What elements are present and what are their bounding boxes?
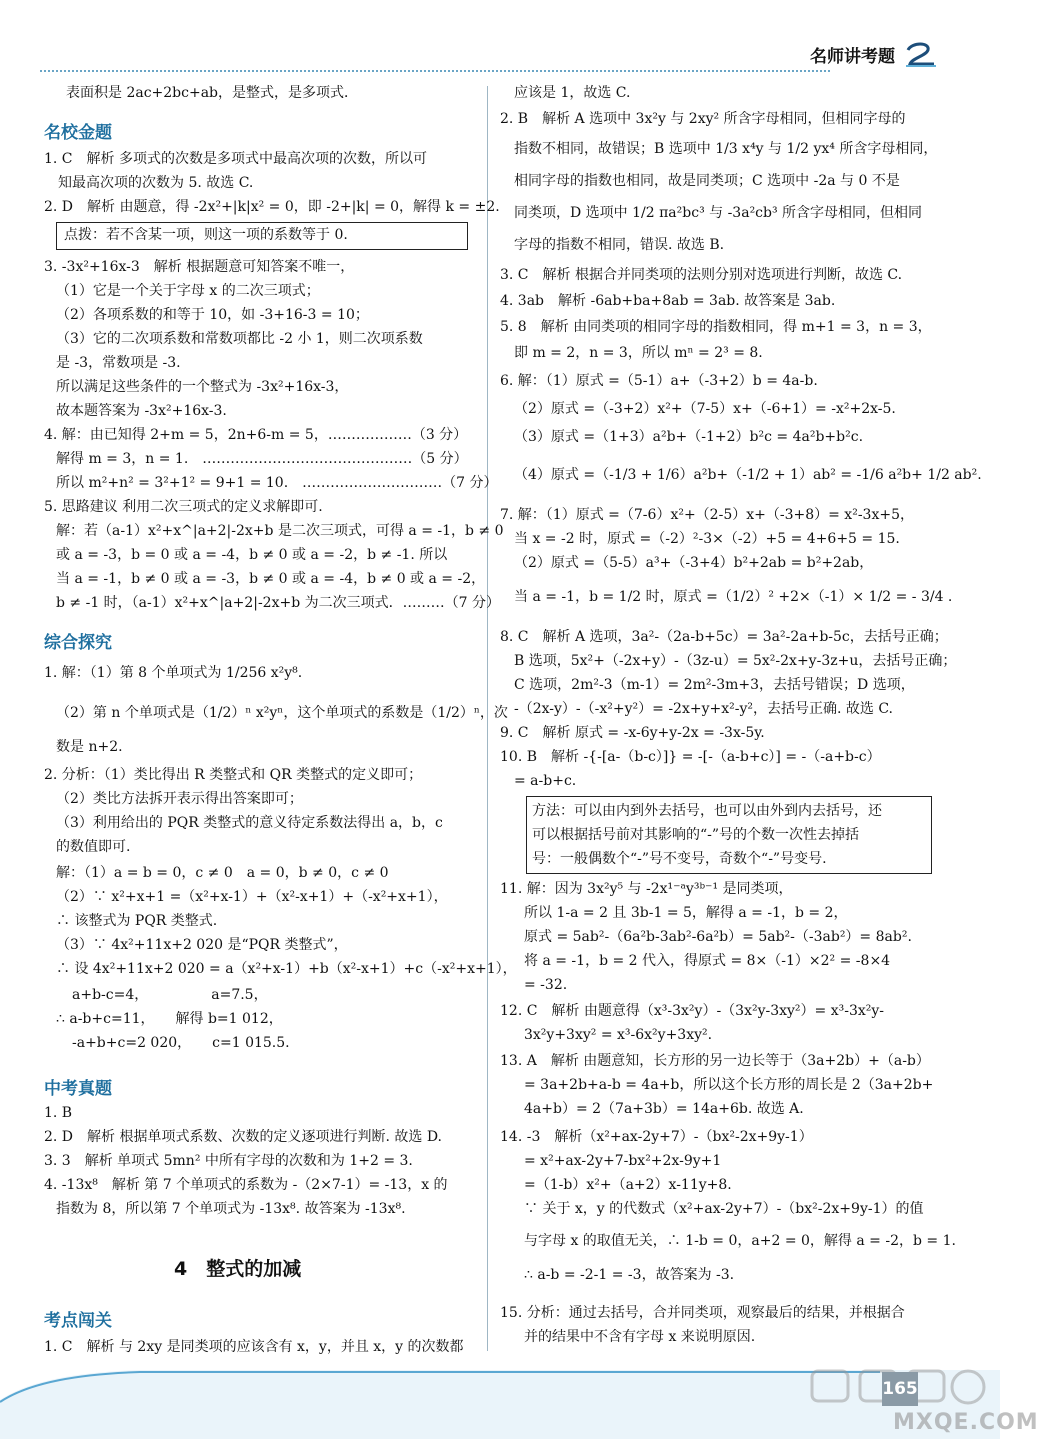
text-line: ∴ 该整式为 PQR 类整式. — [56, 913, 218, 929]
swirl-logo-icon — [904, 40, 938, 68]
text-line: （1）它是一个关于字母 x 的二次三项式； — [56, 283, 320, 299]
text-line: 字母的指数不相同，错误. 故选 B. — [514, 237, 725, 253]
text-line: 指数不相同，故错误；B 选项中 1/3 x⁴y 与 1/2 yx⁴ 所含字母相同， — [514, 141, 938, 157]
text-line: （2）各项系数的和等于 10，如 -3+16-3 = 10； — [56, 307, 369, 323]
text-line: （2）类比方法拆开表示得出答案即可； — [56, 791, 303, 807]
text-line: 15. 分析：通过去括号，合并同类项，观察最后的结果，并根据合 — [500, 1305, 905, 1321]
text-line: 4. -13x⁸ 解析 第 7 个单项式的系数为 -（2×7-1）= -13，x 的 — [44, 1177, 448, 1193]
text-line: 数是 n+2. — [56, 739, 123, 755]
text-line: ∴ 设 4x²+11x+2 020 = a（x²+x-1）+b（x²-x+1）+c（-x²+x+1）， — [56, 961, 517, 977]
text-line: ∵ 关于 x，y 的代数式（x²+ax-2y+7）-（bx²-2x+9y-1）的值 — [524, 1201, 924, 1217]
text-line: （2）原式 =（5-5）a³+（-3+4）b²+2ab = b²+2ab， — [514, 555, 874, 571]
text-line: （3）∵ 4x²+11x+2 020 是“PQR 类整式”， — [56, 937, 348, 953]
text-line: （3）利用给出的 PQR 类整式的意义待定系数法得出 a，b，c — [56, 815, 443, 831]
text-line: 1. B — [44, 1105, 73, 1121]
text-line: 的数值即可. — [56, 839, 131, 855]
series-title: 名师讲考题 — [810, 47, 895, 67]
text-line: = 3a+2b+a-b = 4a+b，所以这个长方形的周长是 2（3a+2b+ — [524, 1077, 934, 1093]
text-line: 指数为 8，所以第 7 个单项式为 -13x⁸. 故答案为 -13x⁸. — [56, 1201, 406, 1217]
text-line: 解：若（a-1）x²+x^|a+2|-2x+b 是二次三项式，可得 a = -1，b ≠ 0 — [56, 523, 504, 539]
text-line: 11. 解：因为 3x²y⁵ 与 -2x¹⁻ᵃy³ᵇ⁻¹ 是同类项， — [500, 881, 793, 897]
text-line: 知最高次项的次数为 5. 故选 C. — [58, 175, 254, 191]
text-line: 应该是 1，故选 C. — [514, 85, 631, 101]
text-line: = -32. — [524, 977, 568, 993]
text-line: 当 x = -2 时，原式 =（-2）²-3×（-2）+5 = 4+6+5 = 15. — [514, 531, 900, 547]
text-line: 故本题答案为 -3x²+16x-3. — [56, 403, 227, 419]
text-line: 3. -3x²+16x-3 解析 根据题意可知答案不唯一， — [44, 259, 355, 275]
text-line: 当 a = -1，b = 1/2 时，原式 =（1/2）² +2×（-1）× 1/2 = - 3/4 . — [514, 589, 953, 605]
text-line: 13. A 解析 由题意知，长方形的另一边长等于（3a+2b）+（a-b） — [500, 1053, 930, 1069]
text-line: 所以 1-a = 2 且 3b-1 = 5，解得 a = -1，b = 2， — [524, 905, 848, 921]
text-line: -（2x-y）-（-x²+y²）= -2x+y+x²-y²，去括号正确. 故选 C. — [514, 701, 894, 717]
watermark-text: MXQE.COM — [893, 1410, 1039, 1435]
text-line: 2. D 解析 根据单项式系数、次数的定义逐项进行判断. 故选 D. — [44, 1129, 443, 1145]
page-number: 165 — [882, 1372, 918, 1406]
section-title-mingxiao: 名校金题 — [44, 123, 112, 143]
system-row: a+b-c=4， a=7.5， — [72, 987, 268, 1003]
text-line: 3x²y+3xy² = x³-6x²y+3xy². — [524, 1027, 713, 1043]
text-line: 2. B 解析 A 选项中 3x²y 与 2xy² 所含字母相同，但相同字母的 — [500, 111, 906, 127]
text-line: 即 m = 2，n = 3，所以 mⁿ = 2³ = 8. — [514, 345, 763, 361]
text-line: 4. 3ab 解析 -6ab+ba+8ab = 3ab. 故答案是 3ab. — [500, 293, 836, 309]
text-line: B 选项，5x²+（-2x+y）-（3z-u）= 5x²-2x+y-3z+u，去括号正确； — [514, 653, 957, 669]
section-title-kaodian: 考点闯关 — [44, 1311, 112, 1331]
text-line: 9. C 解析 原式 = -x-6y+y-2x = -3x-5y. — [500, 725, 765, 741]
text-line: 2. 分析：（1）类比得出 R 类整式和 QR 类整式的定义即可； — [44, 767, 423, 783]
text-line: 或 a = -3，b = 0 或 a = -4，b ≠ 0 或 a = -2，b ≠ -1. 所以 — [56, 547, 448, 563]
text-line: =（1-b）x²+（a+2）x-11y+8. — [524, 1177, 732, 1193]
text-line: 同类项，D 选项中 1/2 πa²bc³ 与 -3a²cb³ 所含字母相同，但相同 — [514, 205, 923, 221]
text-line: （2）第 n 个单项式是（1/2）ⁿ x²yⁿ，这个单项式的系数是（1/2）ⁿ，次 — [56, 705, 508, 721]
text-line: 并的结果中不含有字母 x 来说明原因. — [524, 1329, 756, 1345]
text-line: 表面积是 2ac+2bc+ab，是整式，是多项式． — [66, 85, 359, 101]
text-line: （2）原式 =（-3+2）x²+（7-5）x+（-6+1）= -x²+2x-5. — [514, 401, 896, 417]
text-line: 解：（1）a = b = 0，c ≠ 0 a = 0，b ≠ 0，c ≠ 0 — [56, 865, 389, 881]
method-text: 方法：可以由内到外去括号，也可以由外到内去括号，还 — [532, 803, 882, 819]
text-line: 8. C 解析 A 选项，3a²-（2a-b+5c）= 3a²-2a+b-5c，去括号正确； — [500, 629, 948, 645]
text-line: 5. 8 解析 由同类项的相同字母的指数相同，得 m+1 = 3，n = 3， — [500, 319, 932, 335]
text-line: 3. 3 解析 单项式 5mn² 中所有字母的次数和为 1+2 = 3. — [44, 1153, 413, 1169]
text-line: 10. B 解析 -{-[a-（b-c）]} = -[-（a-b+c）] = -（-a+b-c） — [500, 749, 881, 765]
section-title-zhongkao: 中考真题 — [44, 1079, 112, 1099]
text-line: C 选项，2m²-3（m-1）= 2m²-3m+3，去括号错误；D 选项， — [514, 677, 915, 693]
text-line: （3）原式 =（1+3）a²b+（-1+2）b²c = 4a²b+b²c. — [514, 429, 864, 445]
text-line: = a-b+c. — [514, 773, 577, 789]
system-row: -a+b+c=2 020， c=1 015.5. — [72, 1035, 290, 1051]
method-text: 号：一般偶数个“-”号不变号，奇数个“-”号变号. — [532, 851, 827, 867]
text-line: 解得 m = 3，n = 1. ………………………………………（5 分） — [56, 451, 468, 467]
text-line: 当 a = -1，b ≠ 0 或 a = -3，b ≠ 0 或 a = -4，b ≠ 0 或 a = -2， — [56, 571, 486, 587]
text-line: 是 -3，常数项是 -3. — [56, 355, 181, 371]
chapter-title: 4 整式的加减 — [174, 1258, 302, 1280]
method-text: 可以根据括号前对其影响的“-”号的个数一次性去掉括 — [532, 827, 860, 843]
section-title-zonghe: 综合探究 — [44, 633, 112, 653]
text-line: （2）∵ x²+x+1 =（x²+x-1）+（x²-x+1）+（-x²+x+1）， — [56, 889, 448, 905]
system-row: ∴ a-b+c=11， 解得 b=1 012， — [56, 1011, 283, 1027]
text-line: 1. C 解析 多项式的次数是多项式中最高次项的次数，所以可 — [44, 151, 427, 167]
page-header — [0, 0, 1000, 78]
text-line: b ≠ -1 时，（a-1）x²+x^|a+2|-2x+b 为二次三项式．………（7 分） — [56, 595, 500, 611]
text-line: 5. 思路建议 利用二次三项式的定义求解即可. — [44, 499, 323, 515]
text-line: 4a+b）= 2（7a+3b）= 14a+6b. 故选 A. — [524, 1101, 804, 1117]
text-line: 6. 解：（1）原式 =（5-1）a+（-3+2）b = 4a-b. — [500, 373, 818, 389]
text-line: 原式 = 5ab²-（6a²b-3ab²-6a²b）= 5ab²-（-3ab²）= 8ab². — [524, 929, 912, 945]
text-line: 1. C 解析 与 2xy 是同类项的应该含有 x，y，并且 x，y 的次数都 — [44, 1339, 464, 1355]
text-line: 将 a = -1，b = 2 代入，得原式 = 8×（-1）×2² = -8×4 — [524, 953, 891, 969]
text-line: ∴ a-b = -2-1 = -3，故答案为 -3. — [524, 1267, 735, 1283]
tip-text: 点拨：若不含某一项，则这一项的系数等于 0. — [64, 227, 348, 243]
text-line: 4. 解：由已知得 2+m = 5，2n+6-m = 5，………………（3 分） — [44, 427, 468, 443]
text-line: （4）原式 =（-1/3 + 1/6）a²b+（-1/2 + 1）ab² = -1/6 a²b+ 1/2 ab². — [514, 467, 982, 483]
header-dotted-rule — [40, 70, 830, 72]
text-line: 7. 解：（1）原式 =（7-6）x²+（2-5）x+（-3+8）= x²-3x+5， — [500, 507, 914, 523]
text-line: 14. -3 解析（x²+ax-2y+7）-（bx²-2x+9y-1） — [500, 1129, 813, 1145]
text-line: = x²+ax-2y+7-bx²+2x-9y+1 — [524, 1153, 722, 1169]
text-line: 相同字母的指数也相同，故是同类项；C 选项中 -2a 与 0 不是 — [514, 173, 900, 189]
text-line: 2. D 解析 由题意，得 -2x²+|k|x² = 0，即 -2+|k| = 0，解得 k = ±2. — [44, 199, 500, 215]
text-line: 1. 解：（1）第 8 个单项式为 1/256 x²y⁸. — [44, 665, 303, 681]
text-line: 所以 m²+n² = 3²+1² = 9+1 = 10. …………………………（7 分） — [56, 475, 498, 491]
text-line: 12. C 解析 由题意得（x³-3x²y）-（3x²y-3xy²）= x³-3x²y- — [500, 1003, 885, 1019]
text-line: 所以满足这些条件的一个整式为 -3x²+16x-3， — [56, 379, 349, 395]
text-line: （3）它的二次项系数和常数项都比 -2 小 1，则二次项系数 — [56, 331, 423, 347]
text-line: 与字母 x 的取值无关，∴ 1-b = 0，a+2 = 0，解得 a = -2，b = 1. — [524, 1233, 956, 1249]
text-line: 3. C 解析 根据合并同类项的法则分别对选项进行判断，故选 C. — [500, 267, 903, 283]
